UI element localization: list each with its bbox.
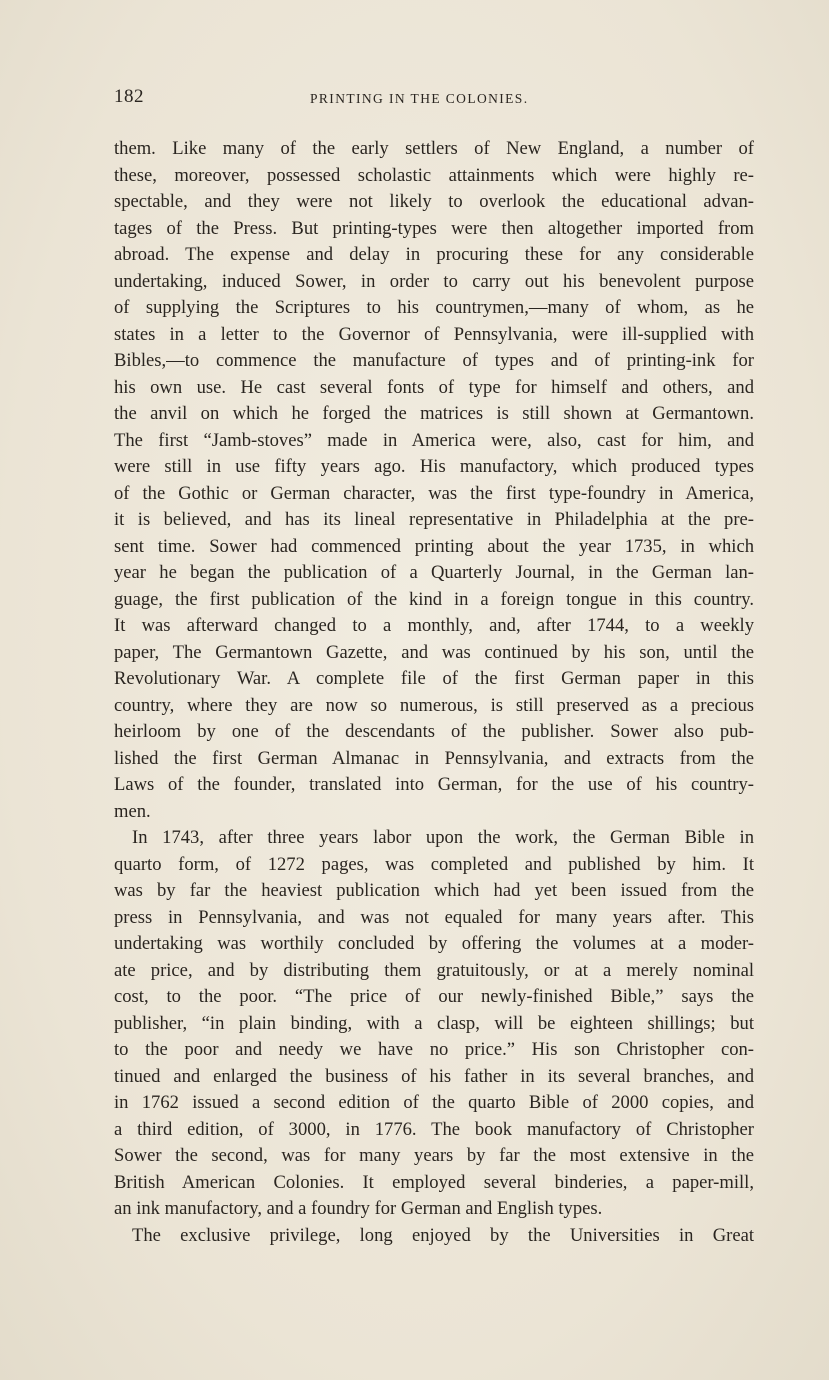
page-number: 182 [114, 86, 144, 107]
text-line: Revolutionary War. A complete file of the first German paper in this [114, 668, 754, 689]
text-line: states in a letter to the Governor of Pennsylvania, were ill-supplied with [114, 323, 754, 345]
text-line: The first “Jamb-stoves” made in America were, also, cast for him, and [114, 429, 754, 451]
text-line: ate price, and by distributing them gratuitously, or at a merely nominal [114, 959, 754, 981]
text-line: to the poor and needy we have no price.” His son Christopher con- [114, 1039, 754, 1060]
text-line: was by far the heaviest publication which had yet been issued from the [114, 880, 754, 901]
text-line: paper, The Germantown Gazette, and was continued by his son, until the [114, 641, 754, 663]
text-line: the anvil on which he forged the matrices is still shown at Germantown. [114, 403, 754, 424]
text-line: lished the first German Almanac in Pennsylvania, and extracts from the [114, 747, 754, 769]
text-line: In 1743, after three years labor upon the work, the German Bible in [132, 827, 754, 848]
text-line: a third edition, of 3000, in 1776. The book manufactory of Christopher [114, 1118, 754, 1140]
text-line: publisher, “in plain binding, with a clasp, will be eighteen shillings; but [114, 1012, 754, 1034]
text-line: an ink manufactory, and a foundry for German and English types. [114, 1198, 603, 1219]
text-line: country, where they are now so numerous, is still preserved as a precious [114, 694, 754, 716]
text-line: were still in use fifty years ago. His manufactory, which produced types [114, 456, 754, 477]
text-line: heirloom by one of the descendants of the publisher. Sower also pub- [114, 721, 754, 742]
text-line: press in Pennsylvania, and was not equaled for many years after. This [114, 906, 754, 928]
text-line: it is believed, and has its lineal representative in Philadelphia at the pre- [114, 509, 754, 530]
text-line: these, moreover, possessed scholastic attainments which were highly re- [114, 164, 754, 186]
text-line: tinued and enlarged the business of his father in its several branches, and [114, 1065, 754, 1087]
text-line: men. [114, 800, 151, 822]
text-line: sent time. Sower had commenced printing about the year 1735, in which [114, 535, 754, 557]
text-line: them. Like many of the early settlers of New England, a number of [114, 138, 754, 159]
running-head: PRINTING IN THE COLONIES. [310, 91, 529, 106]
text-line: undertaking was worthily concluded by offering the volumes at a moder- [114, 933, 754, 954]
body-text [114, 136, 754, 1249]
text-line: abroad. The expense and delay in procuring these for any considerable [114, 244, 754, 265]
text-line: It was afterward changed to a monthly, and, after 1744, to a weekly [114, 615, 754, 636]
text-line: quarto form, of 1272 pages, was completed and published by him. It [114, 853, 754, 875]
text-line: spectable, and they were not likely to overlook the educational advan- [114, 191, 754, 212]
text-line: tages of the Press. But printing-types were then altogether imported from [114, 217, 754, 239]
text-line: his own use. He cast several fonts of type for himself and others, and [114, 376, 754, 398]
text-line: British American Colonies. It employed several binderies, a paper-mill, [114, 1171, 754, 1193]
text-line: Laws of the founder, translated into German, for the use of his country- [114, 774, 754, 795]
text-line: cost, to the poor. “The price of our newly-finished Bible,” says the [114, 986, 754, 1007]
text-line: guage, the first publication of the kind in a foreign tongue in this country. [114, 588, 754, 610]
text-line: Bibles,—to commence the manufacture of types and of printing-ink for [114, 350, 754, 371]
text-line: Sower the second, was for many years by far the most extensive in the [114, 1145, 754, 1166]
text-line: in 1762 issued a second edition of the quarto Bible of 2000 copies, and [114, 1092, 754, 1113]
text-line: year he began the publication of a Quarterly Journal, in the German lan- [114, 562, 754, 583]
text-line: of supplying the Scriptures to his countrymen,—many of whom, as he [114, 297, 754, 318]
text-line: The exclusive privilege, long enjoyed by the Universities in Great [132, 1224, 754, 1246]
text-line: undertaking, induced Sower, in order to carry out his benevolent purpose [114, 270, 754, 292]
text-line: of the Gothic or German character, was the first type-foundry in America, [114, 482, 754, 504]
